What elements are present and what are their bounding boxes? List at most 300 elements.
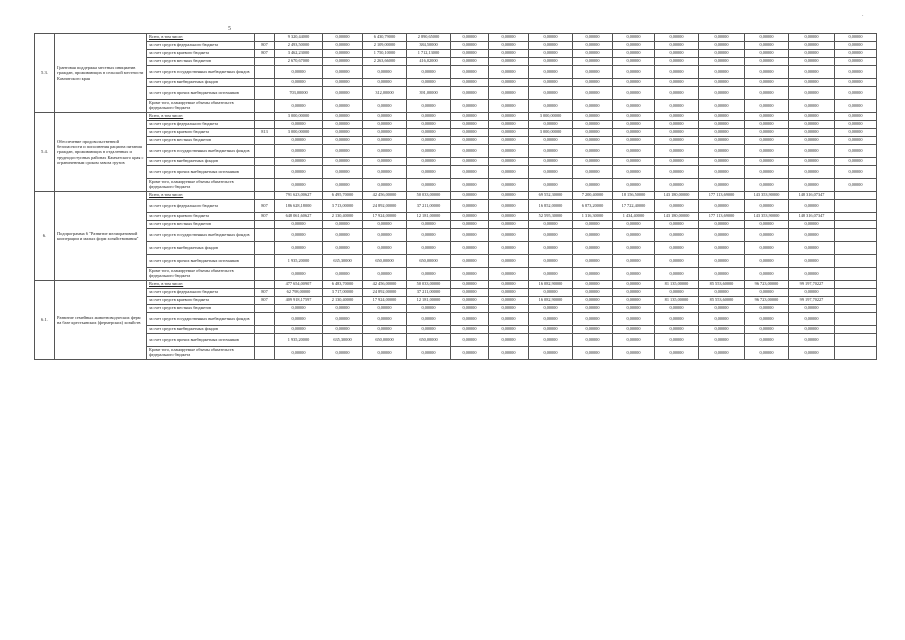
amount-cell: 1 935,20000 [275,334,323,347]
amount-cell: 0,00000 [835,42,877,50]
amount-cell: 0,00000 [363,113,407,121]
amount-cell: 0,00000 [363,221,407,229]
amount-cell: 0,00000 [323,113,363,121]
amount-cell: 0,00000 [699,166,745,179]
amount-cell: 0,00000 [363,100,407,113]
amount-cell: 0,00000 [745,289,789,297]
amount-cell: 0,00000 [789,242,835,255]
amount-cell: 0,00000 [489,297,529,305]
amount-cell: 81 135,00000 [655,297,699,305]
amount-cell: 0,00000 [275,79,323,87]
amount-cell: 0,00000 [745,347,789,360]
section-index: 6. [35,192,55,281]
amount-cell: 2 130,40000 [323,297,363,305]
table-row [35,50,877,58]
amount-cell [835,268,877,281]
amount-cell: 0,00000 [275,137,323,145]
amount-cell: 0,00000 [323,145,363,158]
amount-cell: 0,00000 [529,305,573,313]
amount-cell: 42 456,00000 [363,192,407,200]
amount-cell: 0,00000 [699,179,745,192]
table-row [35,289,877,297]
amount-cell: 0,00000 [835,34,877,42]
budget-code: 807 [255,42,275,50]
amount-cell: 0,00000 [407,121,451,129]
amount-cell: 96 723,00000 [745,297,789,305]
amount-cell: 0,00000 [489,334,529,347]
budget-code: 807 [255,200,275,213]
amount-cell: 0,00000 [489,347,529,360]
amount-cell: 0,00000 [451,129,489,137]
budget-code [255,87,275,100]
budget-code [255,145,275,158]
funding-source: за счет средств прочих внебюджетных источников [147,87,255,100]
amount-cell: 2 670,67000 [275,58,323,66]
amount-cell: 6 495,70000 [323,192,363,200]
amount-cell: 0,00000 [363,145,407,158]
amount-cell: 0,00000 [573,100,613,113]
budget-code: 813 [255,129,275,137]
amount-cell: 0,00000 [407,166,451,179]
amount-cell: 1 434,40000 [613,213,655,221]
budget-code [255,313,275,326]
amount-cell: 0,00000 [407,113,451,121]
amount-cell: 0,00000 [573,79,613,87]
amount-cell: 0,00000 [407,305,451,313]
amount-cell: 0,00000 [613,42,655,50]
amount-cell: 0,00000 [275,268,323,281]
amount-cell: 0,00000 [655,305,699,313]
amount-cell: 50 033,00000 [407,281,451,289]
amount-cell: 0,00000 [529,137,573,145]
amount-cell: 0,00000 [789,221,835,229]
amount-cell: 650,00000 [407,255,451,268]
program-name: Развитие семейных животноводческих ферм на базе крестьянских (фермерских) хозяйств [55,281,147,360]
amount-cell: 0,00000 [323,305,363,313]
amount-cell: 0,00000 [489,268,529,281]
amount-cell: 143 353,90000 [745,192,789,200]
amount-cell: 0,00000 [529,268,573,281]
funding-source: за счет средств местных бюджетов [147,305,255,313]
amount-cell: 143 180,00000 [655,192,699,200]
amount-cell: 0,00000 [789,79,835,87]
amount-cell: 0,00000 [489,179,529,192]
amount-cell: 0,00000 [613,347,655,360]
amount-cell: 0,00000 [529,145,573,158]
section-index: 5.4. [35,113,55,192]
budget-code [255,137,275,145]
table-row [35,347,877,360]
funding-source: за счет средств прочих внебюджетных источников [147,334,255,347]
amount-cell: 0,00000 [489,213,529,221]
amount-cell: 0,00000 [323,50,363,58]
amount-cell: 0,00000 [275,242,323,255]
amount-cell: 0,00000 [451,79,489,87]
funding-source: за счет средств местных бюджетов [147,137,255,145]
amount-cell: 0,00000 [745,305,789,313]
amount-cell: 0,00000 [451,334,489,347]
budget-code: 807 [255,50,275,58]
amount-cell: 0,00000 [613,305,655,313]
amount-cell: 0,00000 [489,242,529,255]
table-row [35,129,877,137]
amount-cell: 3 000,00000 [275,113,323,121]
amount-cell: 0,00000 [699,34,745,42]
amount-cell: 16 082,90000 [529,281,573,289]
amount-cell: 16 852,00000 [529,200,573,213]
amount-cell: 0,00000 [655,221,699,229]
amount-cell: 0,00000 [745,145,789,158]
amount-cell: 0,00000 [613,221,655,229]
amount-cell: 0,00000 [489,121,529,129]
amount-cell: 0,00000 [529,229,573,242]
amount-cell: 0,00000 [275,66,323,79]
amount-cell: 0,00000 [363,121,407,129]
amount-cell: 0,00000 [655,58,699,66]
amount-cell: 0,00000 [451,87,489,100]
amount-cell: 0,00000 [835,87,877,100]
amount-cell: 0,00000 [613,242,655,255]
amount-cell: 0,00000 [573,326,613,334]
amount-cell: 0,00000 [451,179,489,192]
budget-code [255,166,275,179]
amount-cell: 0,00000 [699,255,745,268]
amount-cell: 0,00000 [407,145,451,158]
amount-cell: 0,00000 [835,113,877,121]
amount-cell: 0,00000 [699,58,745,66]
amount-cell: 0,00000 [699,42,745,50]
amount-cell: 0,00000 [789,121,835,129]
amount-cell: 0,00000 [489,87,529,100]
amount-cell: 0,00000 [529,34,573,42]
amount-cell: 0,00000 [451,121,489,129]
amount-cell: 0,00000 [451,113,489,121]
budget-code [255,281,275,289]
amount-cell: 0,00000 [407,158,451,166]
amount-cell: 0,00000 [573,145,613,158]
table-row [35,87,877,100]
amount-cell: 0,00000 [529,242,573,255]
amount-cell: 0,00000 [699,229,745,242]
amount-cell: 0,00000 [573,42,613,50]
budget-table [34,33,877,360]
amount-cell: 0,00000 [275,221,323,229]
amount-cell: 0,00000 [407,313,451,326]
budget-code [255,121,275,129]
amount-cell: 99 197,70227 [789,281,835,289]
amount-cell: 0,00000 [789,255,835,268]
amount-cell: 0,00000 [835,179,877,192]
table-row [35,305,877,313]
amount-cell: 0,00000 [323,87,363,100]
amount-cell: 0,00000 [489,158,529,166]
amount-cell: 0,00000 [529,255,573,268]
amount-cell: 0,00000 [323,58,363,66]
funding-source: Кроме того, планируемые объемы обязательств федерального бюджета [147,100,255,113]
amount-cell: 18 156,50000 [613,192,655,200]
funding-source: Всего, в том числе: [147,34,255,42]
corner-dot: . [862,12,864,18]
amount-cell: 0,00000 [745,66,789,79]
amount-cell: 0,00000 [835,58,877,66]
amount-cell: 0,00000 [451,289,489,297]
amount-cell: 0,00000 [745,34,789,42]
amount-cell [835,289,877,297]
amount-cell: 0,00000 [363,79,407,87]
amount-cell: 0,00000 [573,268,613,281]
amount-cell: 0,00000 [529,121,573,129]
budget-code: 807 [255,297,275,305]
amount-cell: 177 113,69000 [699,192,745,200]
amount-cell: 7 200,40000 [573,192,613,200]
amount-cell: 0,00000 [573,289,613,297]
amount-cell: 0,00000 [489,229,529,242]
amount-cell: 0,00000 [613,229,655,242]
budget-code [255,179,275,192]
amount-cell: 0,00000 [745,255,789,268]
funding-source: за счет средств внебюджетных фондов [147,242,255,255]
amount-cell [835,229,877,242]
budget-code [255,158,275,166]
amount-cell: 0,00000 [489,221,529,229]
amount-cell: 6 483,70000 [323,281,363,289]
amount-cell: 416,02000 [407,58,451,66]
amount-cell: 0,00000 [529,313,573,326]
amount-cell: 0,00000 [789,289,835,297]
amount-cell: 0,00000 [699,66,745,79]
funding-source: за счет средств местных бюджетов [147,58,255,66]
amount-cell: 37 211,00000 [407,289,451,297]
amount-cell: 0,00000 [655,268,699,281]
funding-source: за счет средств федерального бюджета [147,121,255,129]
amount-cell: 0,00000 [789,34,835,42]
amount-cell: 69 552,30000 [529,192,573,200]
amount-cell: 0,00000 [323,268,363,281]
amount-cell: 0,00000 [745,137,789,145]
amount-cell: 0,00000 [789,145,835,158]
amount-cell: 0,00000 [835,166,877,179]
amount-cell: 2 493,50000 [275,42,323,50]
amount-cell: 0,00000 [275,229,323,242]
amount-cell: 648 061,60627 [275,213,323,221]
amount-cell: 0,00000 [451,281,489,289]
amount-cell: 0,00000 [407,100,451,113]
amount-cell: 650,00000 [363,334,407,347]
amount-cell: 0,00000 [363,326,407,334]
amount-cell: 0,00000 [407,129,451,137]
amount-cell: 0,00000 [573,179,613,192]
amount-cell: 0,00000 [529,166,573,179]
budget-code [255,334,275,347]
table-row [35,137,877,145]
amount-cell: 0,00000 [613,129,655,137]
funding-source: за счет средств прочих внебюджетных источников [147,166,255,179]
amount-cell: 186 628,18000 [275,200,323,213]
amount-cell: 0,00000 [275,313,323,326]
amount-cell: 3 000,00000 [529,113,573,121]
amount-cell: 0,00000 [451,200,489,213]
amount-cell: 0,00000 [573,242,613,255]
amount-cell: 0,00000 [489,34,529,42]
amount-cell: 0,00000 [573,221,613,229]
amount-cell: 0,00000 [489,289,529,297]
amount-cell: 0,00000 [699,268,745,281]
amount-cell: 409 918,17597 [275,297,323,305]
amount-cell: 0,00000 [699,242,745,255]
amount-cell: 3 462,23000 [275,50,323,58]
amount-cell: 0,00000 [789,113,835,121]
amount-cell: 0,00000 [699,129,745,137]
amount-cell: 0,00000 [655,100,699,113]
amount-cell: 0,00000 [407,66,451,79]
amount-cell: 0,00000 [407,137,451,145]
funding-source: за счет средств краевого бюджета [147,50,255,58]
amount-cell: 0,00000 [699,305,745,313]
amount-cell: 0,00000 [363,66,407,79]
amount-cell: 0,00000 [699,347,745,360]
amount-cell: 2 109,00000 [363,42,407,50]
amount-cell: 16 082,90000 [529,297,573,305]
amount-cell: 0,00000 [655,145,699,158]
amount-cell: 0,00000 [613,179,655,192]
amount-cell: 0,00000 [835,137,877,145]
amount-cell: 0,00000 [835,129,877,137]
amount-cell: 6 873,20000 [573,200,613,213]
amount-cell: 0,00000 [489,113,529,121]
amount-cell: 0,00000 [745,313,789,326]
amount-cell: 0,00000 [323,313,363,326]
amount-cell: 17 722,40000 [613,200,655,213]
amount-cell: 0,00000 [323,347,363,360]
amount-cell: 2 263,66000 [363,58,407,66]
amount-cell: 0,00000 [745,121,789,129]
amount-cell: 0,00000 [613,50,655,58]
amount-cell: 0,00000 [451,192,489,200]
amount-cell: 0,00000 [613,255,655,268]
amount-cell: 0,00000 [275,305,323,313]
amount-cell: 0,00000 [573,34,613,42]
amount-cell: 0,00000 [363,242,407,255]
amount-cell: 1 935,20000 [275,255,323,268]
amount-cell: 0,00000 [489,145,529,158]
budget-code [255,305,275,313]
amount-cell: 0,00000 [613,87,655,100]
amount-cell: 0,00000 [529,87,573,100]
amount-cell: 0,00000 [789,334,835,347]
amount-cell: 0,00000 [655,79,699,87]
amount-cell: 0,00000 [529,334,573,347]
amount-cell: 0,00000 [489,326,529,334]
funding-source: за счет средств федерального бюджета [147,200,255,213]
amount-cell: 0,00000 [363,268,407,281]
amount-cell: 0,00000 [407,347,451,360]
amount-cell: 0,00000 [745,221,789,229]
amount-cell: 0,00000 [789,66,835,79]
amount-cell: 0,00000 [573,58,613,66]
table-row [35,242,877,255]
amount-cell: 50 033,00000 [407,192,451,200]
amount-cell: 148 316,07347 [789,192,835,200]
amount-cell: 0,00000 [529,100,573,113]
table-row [35,121,877,129]
table-row [35,281,877,289]
amount-cell: 0,00000 [489,100,529,113]
amount-cell: 0,00000 [789,305,835,313]
amount-cell: 0,00000 [835,66,877,79]
funding-source: за счет средств прочих внебюджетных источников [147,255,255,268]
amount-cell: 0,00000 [451,313,489,326]
amount-cell: 0,00000 [323,66,363,79]
amount-cell [835,192,877,200]
amount-cell: 0,00000 [613,34,655,42]
amount-cell: 0,00000 [789,179,835,192]
amount-cell: 0,00000 [529,179,573,192]
amount-cell: 0,00000 [573,229,613,242]
amount-cell: 0,00000 [363,313,407,326]
amount-cell: 0,00000 [363,137,407,145]
amount-cell: 0,00000 [573,129,613,137]
amount-cell: 0,00000 [451,42,489,50]
amount-cell: 0,00000 [613,145,655,158]
amount-cell: 0,00000 [699,100,745,113]
amount-cell: 0,00000 [655,113,699,121]
amount-cell: 0,00000 [613,79,655,87]
amount-cell: 0,00000 [489,66,529,79]
amount-cell: 0,00000 [573,305,613,313]
budget-code [255,58,275,66]
amount-cell: 0,00000 [699,289,745,297]
funding-source: за счет средств государственных внебюджетных фондов [147,313,255,326]
amount-cell: 0,00000 [699,221,745,229]
amount-cell: 650,00000 [363,255,407,268]
amount-cell: 0,00000 [789,50,835,58]
amount-cell: 12 181,00000 [407,297,451,305]
budget-code: 807 [255,213,275,221]
amount-cell: 0,00000 [451,268,489,281]
amount-cell: 0,00000 [655,34,699,42]
amount-cell: 0,00000 [655,313,699,326]
amount-cell: 0,00000 [323,121,363,129]
funding-source: за счет средств государственных внебюджетных фондов [147,229,255,242]
amount-cell: 0,00000 [655,66,699,79]
amount-cell: 0,00000 [745,334,789,347]
amount-cell: 0,00000 [835,145,877,158]
amount-cell: 0,00000 [573,137,613,145]
budget-code [255,100,275,113]
amount-cell: 0,00000 [613,326,655,334]
amount-cell: 81 135,00000 [655,281,699,289]
amount-cell: 0,00000 [489,129,529,137]
amount-cell: 0,00000 [529,347,573,360]
amount-cell: 0,00000 [489,137,529,145]
funding-source: за счет средств федерального бюджета [147,42,255,50]
amount-cell: 0,00000 [275,121,323,129]
amount-cell: 0,00000 [835,100,877,113]
amount-cell: 3 000,00000 [275,129,323,137]
amount-cell: 0,00000 [655,158,699,166]
amount-cell: 148 316,07347 [789,213,835,221]
amount-cell: 0,00000 [745,58,789,66]
amount-cell: 0,00000 [745,268,789,281]
amount-cell: 0,00000 [451,66,489,79]
amount-cell: 0,00000 [699,158,745,166]
amount-cell: 0,00000 [699,121,745,129]
amount-cell: 0,00000 [489,313,529,326]
amount-cell: 0,00000 [363,229,407,242]
amount-cell: 3 000,00000 [529,129,573,137]
table-row [35,313,877,326]
amount-cell: 0,00000 [789,200,835,213]
